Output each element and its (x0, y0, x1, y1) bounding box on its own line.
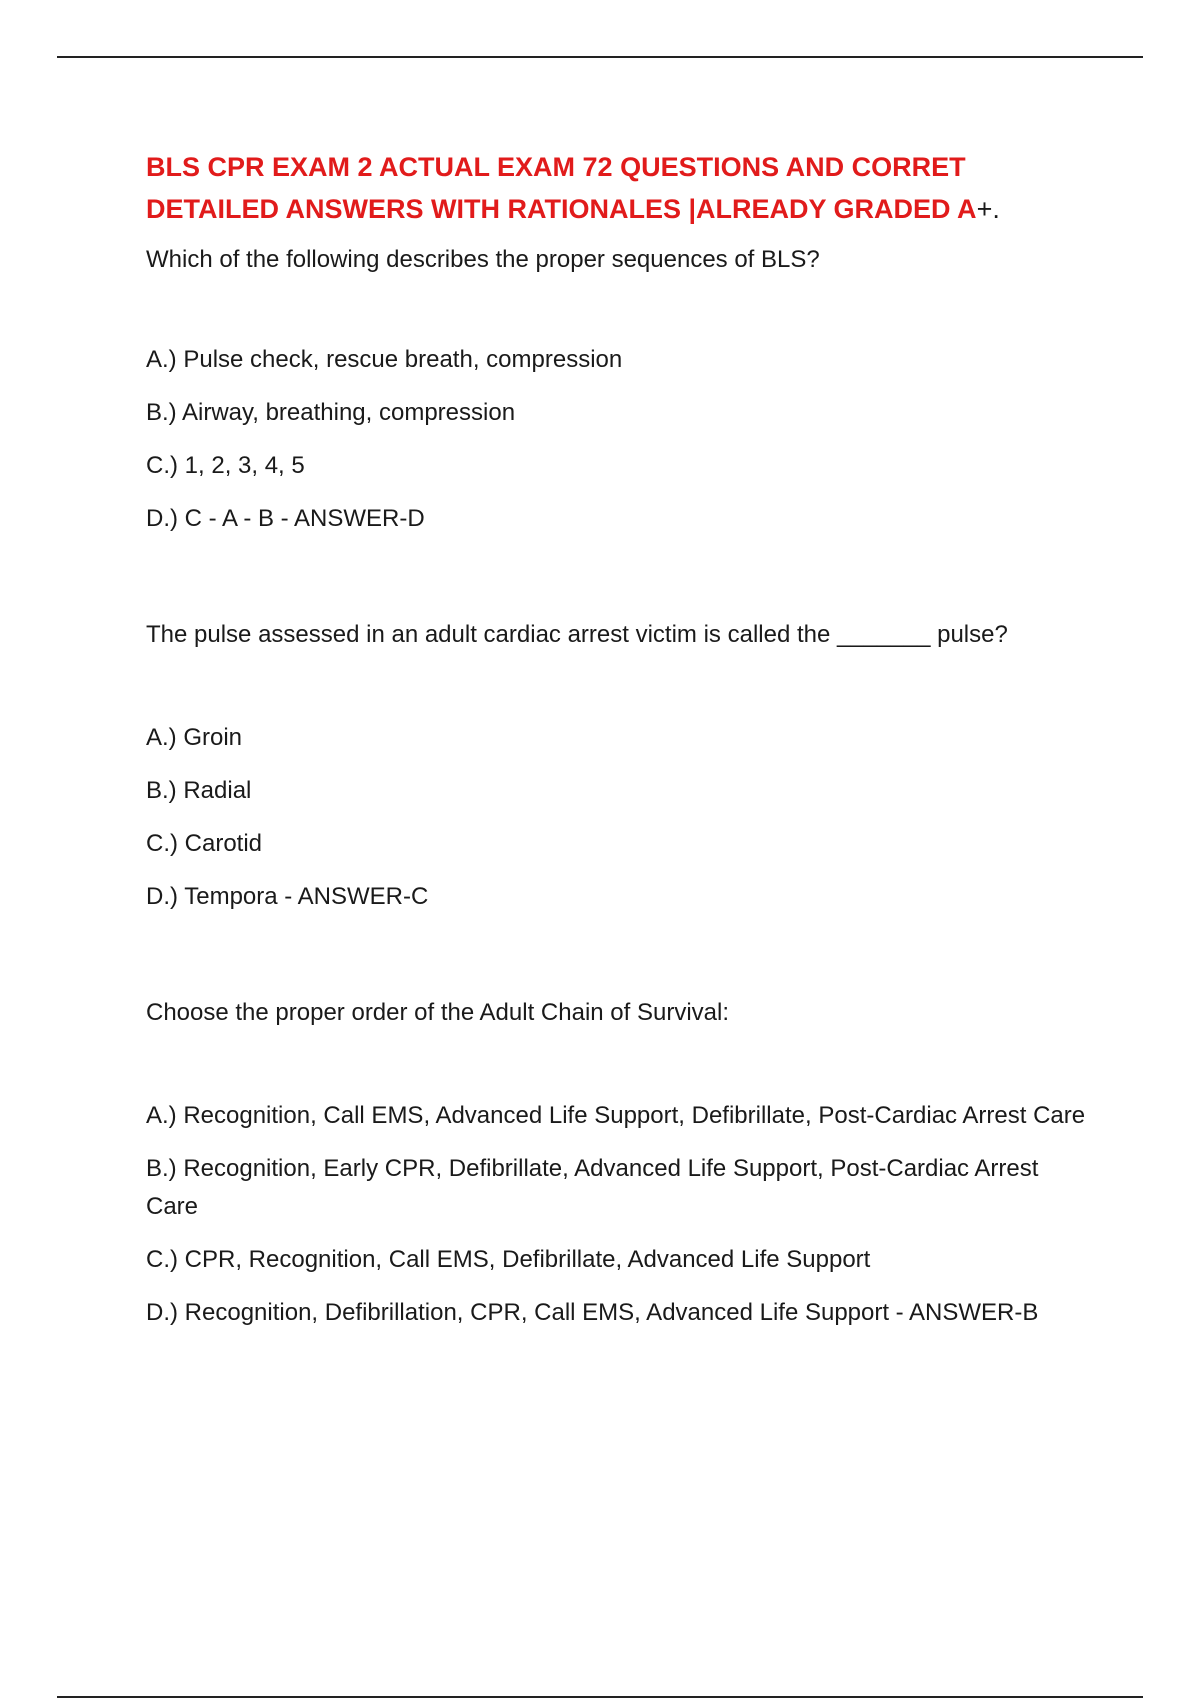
question-block-3 (146, 997, 1096, 1332)
document-title-tail: +. (976, 194, 1000, 224)
answer-options (146, 719, 1096, 916)
document-title (146, 146, 1096, 230)
bottom-rule (57, 1696, 1143, 1698)
answer-option-d: D.) C - A - B - ANSWER-D (146, 505, 425, 532)
answer-option-d: D.) Tempora - ANSWER-C (146, 883, 429, 910)
answer-option-c: C.) CPR, Recognition, Call EMS, Defibrillate, Advanced Life Support (146, 1246, 871, 1273)
question-block-1 (146, 244, 1096, 538)
top-rule (57, 56, 1143, 58)
document-body (146, 146, 1096, 1332)
question-text: Choose the proper order of the Adult Chain of Survival: (146, 999, 730, 1026)
question-text: The pulse assessed in an adult cardiac arrest victim is called the _______ pulse? (146, 621, 1008, 648)
question-block-2 (146, 619, 1096, 916)
answer-option-b: B.) Airway, breathing, compression (146, 399, 516, 426)
answer-option-a: A.) Pulse check, rescue breath, compression (146, 346, 623, 373)
answer-options (146, 341, 1096, 538)
answer-option-b: B.) Recognition, Early CPR, Defibrillate, Advanced Life Support, Post-Cardiac Arrest Care (146, 1155, 1039, 1220)
answer-options (146, 1097, 1096, 1332)
answer-option-a: A.) Recognition, Call EMS, Advanced Life Support, Defibrillate, Post-Cardiac Arrest Care (146, 1102, 1086, 1129)
answer-option-b: B.) Radial (146, 777, 252, 804)
question-text: Which of the following describes the proper sequences of BLS? (146, 246, 820, 273)
answer-option-c: C.) Carotid (146, 830, 263, 857)
document-title-text: BLS CPR EXAM 2 ACTUAL EXAM 72 QUESTIONS AND CORRET DETAILED ANSWERS WITH RATIONALES |ALREADY GRADED A (146, 152, 977, 224)
answer-option-c: C.) 1, 2, 3, 4, 5 (146, 452, 305, 479)
answer-option-a: A.) Groin (146, 724, 243, 751)
answer-option-d: D.) Recognition, Defibrillation, CPR, Call EMS, Advanced Life Support - ANSWER-B (146, 1299, 1039, 1326)
